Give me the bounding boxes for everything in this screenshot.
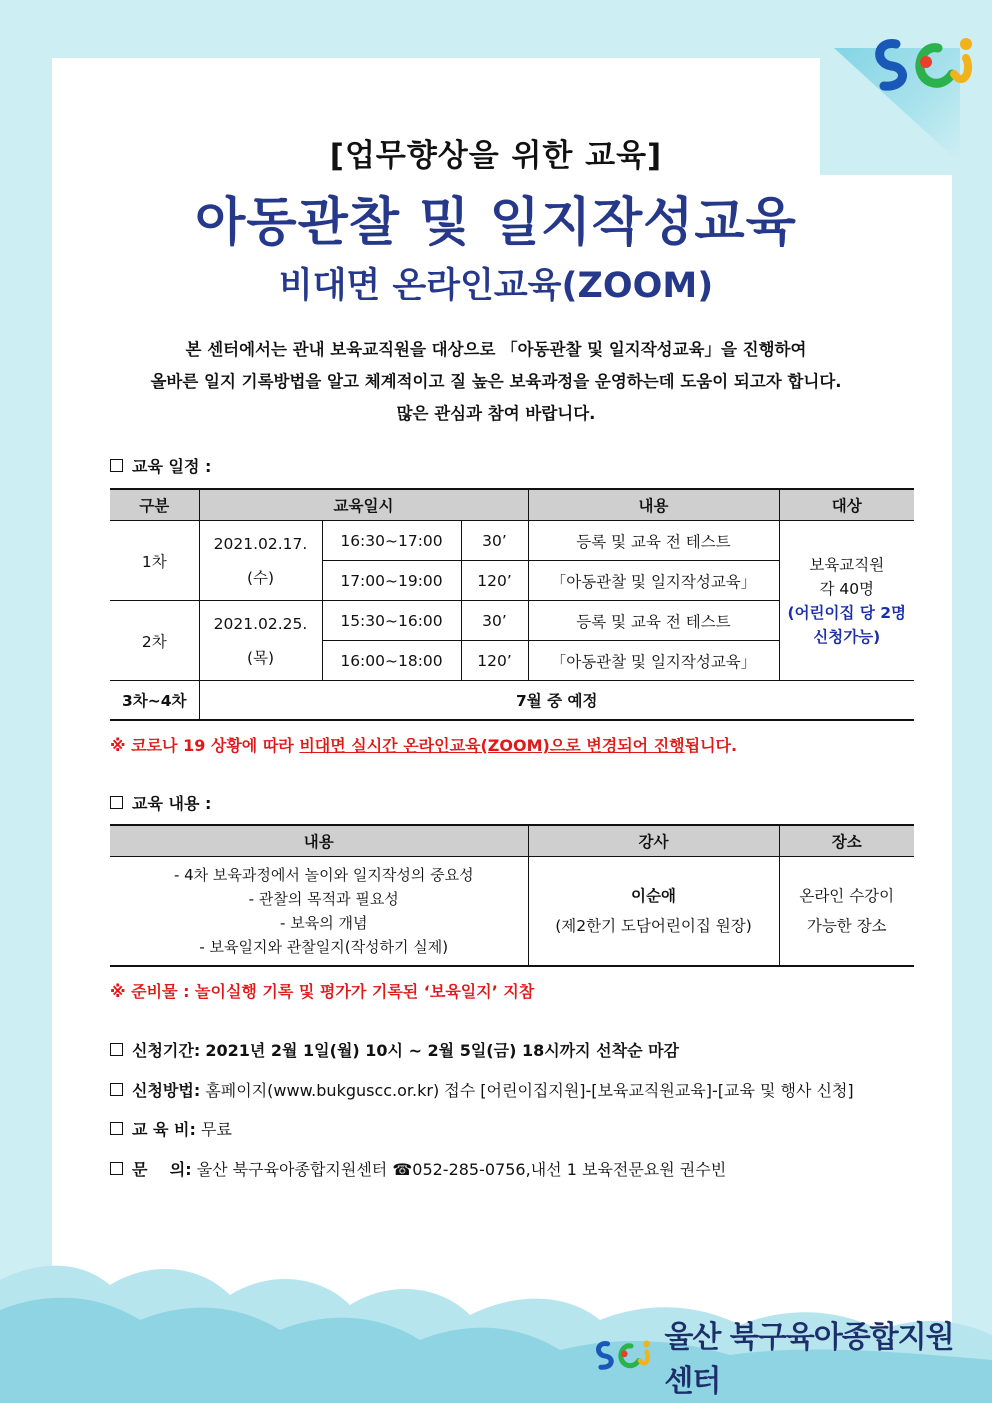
center-logo-icon (592, 1328, 654, 1383)
fee-row (110, 1117, 232, 1140)
table-row (110, 857, 914, 967)
notice-suffix: 됩니다. (684, 736, 738, 755)
target-cell (779, 521, 914, 681)
content-cell: 등록 및 교육 전 테스트 (528, 521, 779, 561)
header-cell: 내용 (110, 825, 528, 857)
header-cell: 구분 (110, 489, 199, 521)
method-label: 신청방법: (132, 1081, 201, 1100)
target-note: 신청가능) (813, 627, 881, 646)
round-cell: 3차~4차 (110, 681, 199, 721)
checkbox-square-icon (110, 1043, 123, 1056)
checkbox-square-icon (110, 796, 123, 809)
table-row (110, 521, 914, 561)
date-text: 2021.02.17. (213, 534, 308, 553)
materials-notice: ※ 준비물 : 놀이실행 기록 및 평가가 기록된 ‘보육일지’ 지참 (110, 982, 535, 1001)
table-header-row (110, 825, 914, 857)
intro-line: 본 센터에서는 관내 보육교직원을 대상으로 「아동관찰 및 일지작성교육」을 진행하여 (185, 340, 807, 359)
list-item: - 4차 보육과정에서 놀이와 일지작성의 중요성 (173, 866, 474, 884)
header-cell: 내용 (528, 489, 779, 521)
period-value: 2021년 2월 1일(월) 10시 ~ 2월 5일(금) 18시까지 선착순 마감 (205, 1041, 680, 1060)
target-note: (어린이집 당 2명 (787, 603, 906, 622)
fee-label: 교 육 비: (132, 1120, 196, 1139)
header-cell: 장소 (779, 825, 914, 857)
header-cell: 교육일시 (199, 489, 528, 521)
round-cell: 1차 (110, 521, 199, 601)
schedule-section-label (110, 454, 211, 477)
duration-cell: 30’ (461, 601, 528, 641)
subtitle: [업무향상을 위한 교육] (329, 138, 663, 174)
day-text: (수) (246, 568, 275, 587)
plan-cell: 7월 중 예정 (199, 681, 914, 721)
header-cell: 강사 (528, 825, 779, 857)
content-table (110, 824, 914, 967)
checkbox-square-icon (110, 1083, 123, 1096)
lecturer-cell (528, 857, 779, 967)
fee-value: 무료 (201, 1120, 232, 1139)
list-item: - 관찰의 목적과 필요성 (248, 890, 399, 908)
lecturer-title: (제2한기 도담어린이집 원장) (555, 917, 752, 935)
list-item: - 보육의 개념 (280, 914, 368, 932)
date-text: 2021.02.25. (213, 614, 308, 633)
list-item: - 보육일지와 관찰일지(작성하기 실제) (199, 938, 449, 956)
intro-line: 많은 관심과 참여 바랍니다. (396, 404, 596, 423)
notice-underlined: 비대면 실시간 온라인교육(ZOOM)으로 변경되어 진행 (299, 736, 685, 755)
schedule-label-text: 교육 일정 : (132, 457, 212, 476)
checkbox-square-icon (110, 459, 123, 472)
checkbox-square-icon (110, 1162, 123, 1175)
date-cell (199, 601, 322, 681)
intro-line: 올바른 일지 기록방법을 알고 체계적이고 질 높은 보육과정을 운영하는데 도움이 되고자 합니다. (150, 372, 842, 391)
place-cell (779, 857, 914, 967)
duration-cell: 120’ (461, 561, 528, 601)
education-mode: 비대면 온라인교육(ZOOM) (278, 266, 714, 306)
lecturer-name: 이순애 (631, 887, 676, 905)
date-cell (199, 521, 322, 601)
content-cell: 「아동관찰 및 일지작성교육」 (528, 561, 779, 601)
content-section-label (110, 791, 211, 814)
target-text: 보육교직원 (809, 555, 885, 574)
time-cell: 16:30~17:00 (322, 521, 461, 561)
time-cell: 16:00~18:00 (322, 641, 461, 681)
day-text: (목) (246, 648, 275, 667)
time-cell: 17:00~19:00 (322, 561, 461, 601)
content-list-cell (110, 857, 528, 967)
period-row (110, 1038, 679, 1061)
round-cell: 2차 (110, 601, 199, 681)
duration-cell: 30’ (461, 521, 528, 561)
place-text: 온라인 수강이 (799, 887, 895, 905)
method-value: 홈페이지(www.bukguscc.or.kr) 접수 [어린이집지원]-[보육교직원교육]-[교육 및 행사 신청] (205, 1081, 854, 1100)
target-count: 각 40명 (819, 579, 875, 598)
content-label-text: 교육 내용 : (132, 794, 212, 813)
contact-row (110, 1157, 726, 1180)
center-logo-icon (868, 30, 980, 100)
notice-prefix: ※ 코로나 19 상황에 따라 (110, 736, 300, 755)
checkbox-square-icon (110, 1122, 123, 1135)
content-cell: 등록 및 교육 전 테스트 (528, 601, 779, 641)
time-cell: 15:30~16:00 (322, 601, 461, 641)
contact-value: 울산 북구육아종합지원센터 ☎052-285-0756,내선 1 보육전문요원 권수빈 (196, 1160, 727, 1179)
footer-logo (592, 1319, 972, 1399)
place-text: 가능한 장소 (806, 917, 887, 935)
content-cell: 「아동관찰 및 일지작성교육」 (528, 641, 779, 681)
duration-cell: 120’ (461, 641, 528, 681)
footer-org-name: 울산 북구육아종합지원센터 (664, 1319, 954, 1399)
header-cell: 대상 (779, 489, 914, 521)
period-label: 신청기간: (132, 1041, 201, 1060)
table-header-row (110, 489, 914, 521)
schedule-table (110, 488, 914, 721)
method-row (110, 1078, 854, 1101)
page-title: 아동관찰 및 일지작성교육 (195, 193, 797, 253)
covid-notice (110, 733, 737, 756)
table-row (110, 681, 914, 721)
intro-text (0, 334, 992, 430)
contact-label: 문 의: (132, 1160, 192, 1179)
